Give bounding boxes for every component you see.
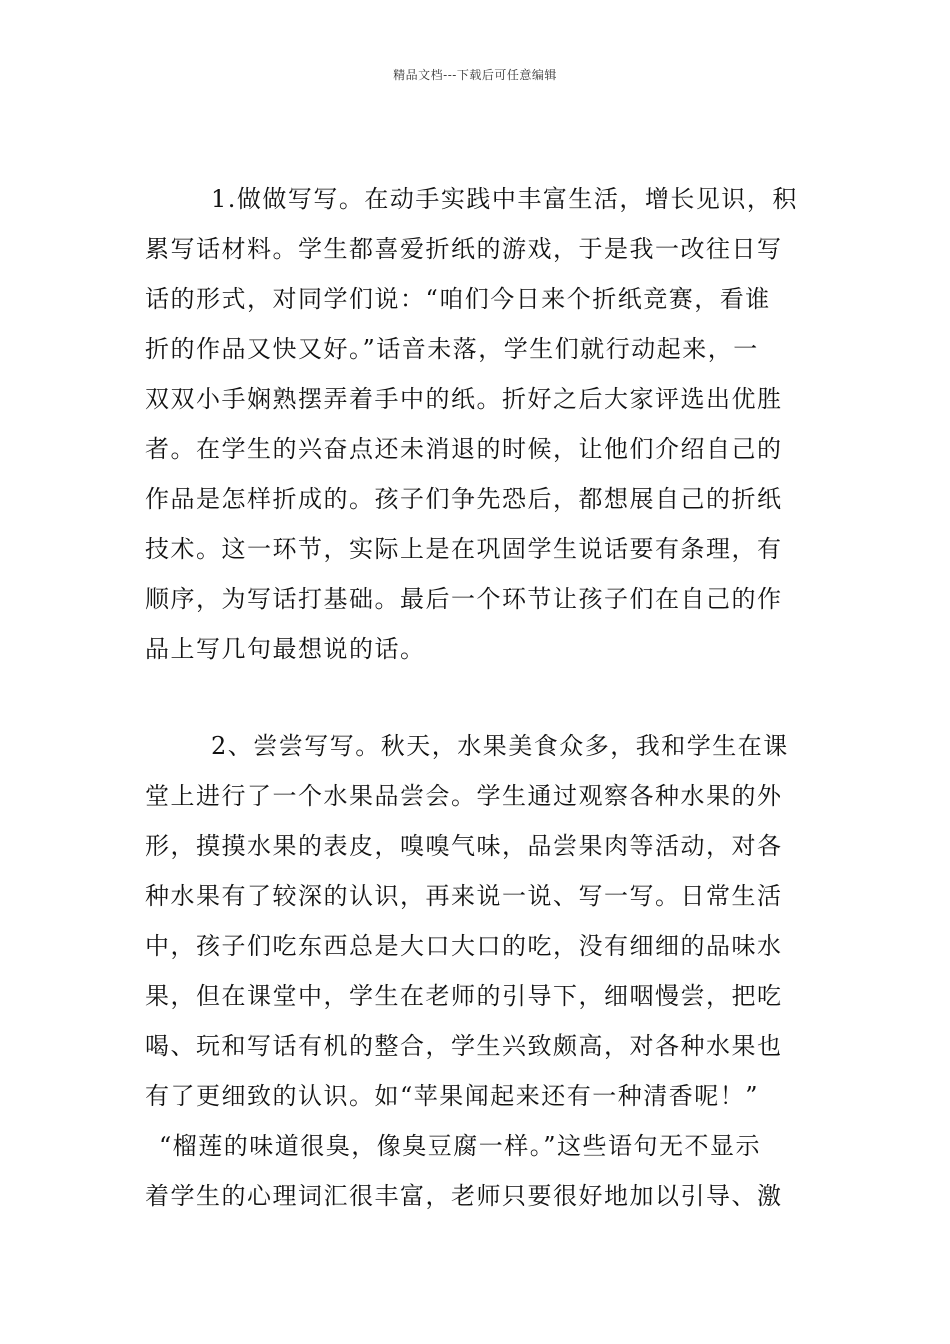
paragraph-line: 累写话材料。学生都喜爱折纸的游戏，于是我一改往日写: [145, 235, 783, 263]
paragraph-line: 2、尝尝写写。秋天，水果美食众多，我和学生在课: [211, 732, 789, 760]
paragraph-line: 者。在学生的兴奋点还未消退的时候，让他们介绍自己的: [145, 435, 783, 463]
paragraph-line: 中，孩子们吃东西总是大口大口的吃，没有细细的品味水: [145, 932, 783, 960]
paragraph-line: 折的作品又快又好。”话音未落，学生们就行动起来，一: [145, 335, 759, 363]
paragraph-2: [145, 721, 807, 1221]
paragraph-line: 堂上进行了一个水果品尝会。学生通过观察各种水果的外: [145, 782, 783, 810]
paragraph-line: 话的形式，对同学们说：“咱们今日来个折纸竞赛，看谁: [145, 285, 771, 313]
paragraph-line: 品上写几句最想说的话。: [145, 635, 426, 663]
paragraph-line: 双双小手娴熟摆弄着手中的纸。折好之后大家评选出优胜: [145, 385, 783, 413]
page-header: 精品文档---下载后可任意编辑: [393, 68, 557, 82]
paragraph-line: 有了更细致的认识。如“苹果闻起来还有一种清香呢！”: [145, 1082, 760, 1110]
paragraph-line: 作品是怎样折成的。孩子们争先恐后，都想展自己的折纸: [145, 485, 783, 513]
paragraph-line: 喝、玩和写话有机的整合，学生兴致颇高，对各种水果也: [145, 1032, 783, 1060]
paragraph-line: 果，但在课堂中，学生在老师的引导下，细咽慢尝，把吃: [145, 982, 783, 1010]
paragraph-line: 种水果有了较深的认识，再来说一说、写一写。日常生活: [145, 882, 783, 910]
paragraph-line: 顺序，为写话打基础。最后一个环节让孩子们在自己的作: [145, 585, 783, 613]
paragraph-1: [145, 174, 807, 674]
paragraph-line: 着学生的心理词汇很丰富，老师只要很好地加以引导、激: [145, 1182, 783, 1210]
paragraph-line: “榴莲的味道很臭，像臭豆腐一样。”这些语句无不显示: [159, 1132, 762, 1160]
paragraph-line: 形，摸摸水果的表皮，嗅嗅气味，品尝果肉等活动，对各: [145, 832, 783, 860]
paragraph-line: 1.做做写写。在动手实践中丰富生活，增长见识，积: [211, 185, 798, 213]
paragraph-line: 技术。这一环节，实际上是在巩固学生说话要有条理，有: [145, 535, 783, 563]
